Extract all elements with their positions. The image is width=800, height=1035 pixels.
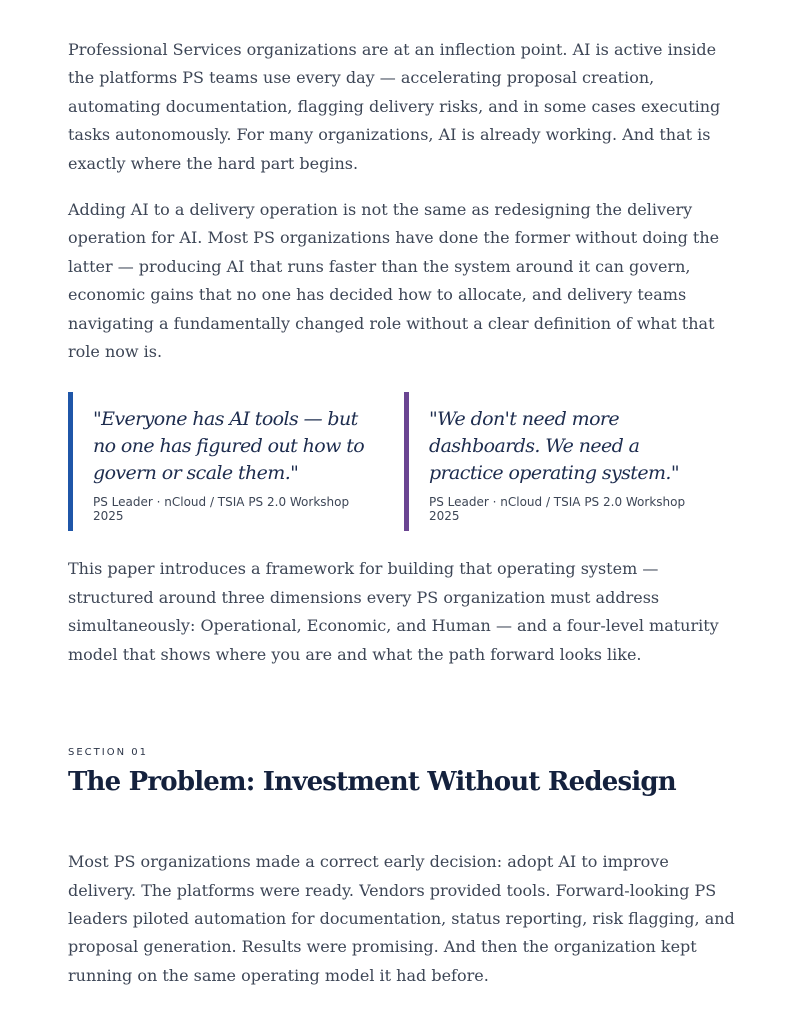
section-paragraph: Most PS organizations made a correct early decision: adopt AI to improve delivery. The platforms were ready. Vendors provided tools. Forward-looking PS leaders piloted automation for documentation, status reporting, risk flagging, and proposal generation. Results were promising. And then the organization kept running on the same operating model it had before. xyxy=(68,852,735,985)
pull-quotes xyxy=(68,392,738,531)
document-page xyxy=(68,36,738,990)
intro-paragraph-1: Professional Services organizations are at an inflection point. AI is active inside the platforms PS teams use every day — accelerating proposal creation, automating documentation, flagging delivery risks, and in some cases executing tasks autonomously. For many organizations, AI is already working. And that is exactly where the hard part begins. xyxy=(68,40,721,173)
framework-paragraph: This paper introduces a framework for building that operating system — structured around three dimensions every PS organization must address simultaneously: Operational, Economic, and Human — and a four-level maturity model that shows where you are and what the path forward looks like. xyxy=(68,559,719,664)
quote-text: "Everyone has AI tools — but no one has figured out how to govern or scale them." xyxy=(93,408,365,485)
pull-quote-operating-system xyxy=(404,392,714,531)
quote-attribution: PS Leader · nCloud / TSIA PS 2.0 Workshop 2025 xyxy=(93,495,350,524)
quote-text: "We don't need more dashboards. We need a practice operating system." xyxy=(429,408,679,485)
quote-attribution: PS Leader · nCloud / TSIA PS 2.0 Workshop 2025 xyxy=(429,495,686,524)
pull-quote-governance xyxy=(68,392,378,531)
section-title: The Problem: Investment Without Redesign xyxy=(68,767,676,798)
intro-paragraph-2: Adding AI to a delivery operation is not the same as redesigning the delivery operation for AI. Most PS organizations have done the former without doing the latter — producing AI that runs faster than the system around it can govern, economic gains that no one has decided how to allocate, and delivery teams navigating a fundamentally changed role without a clear definition of what that role now is. xyxy=(68,200,720,362)
section-label: SECTION 01 xyxy=(68,747,148,759)
